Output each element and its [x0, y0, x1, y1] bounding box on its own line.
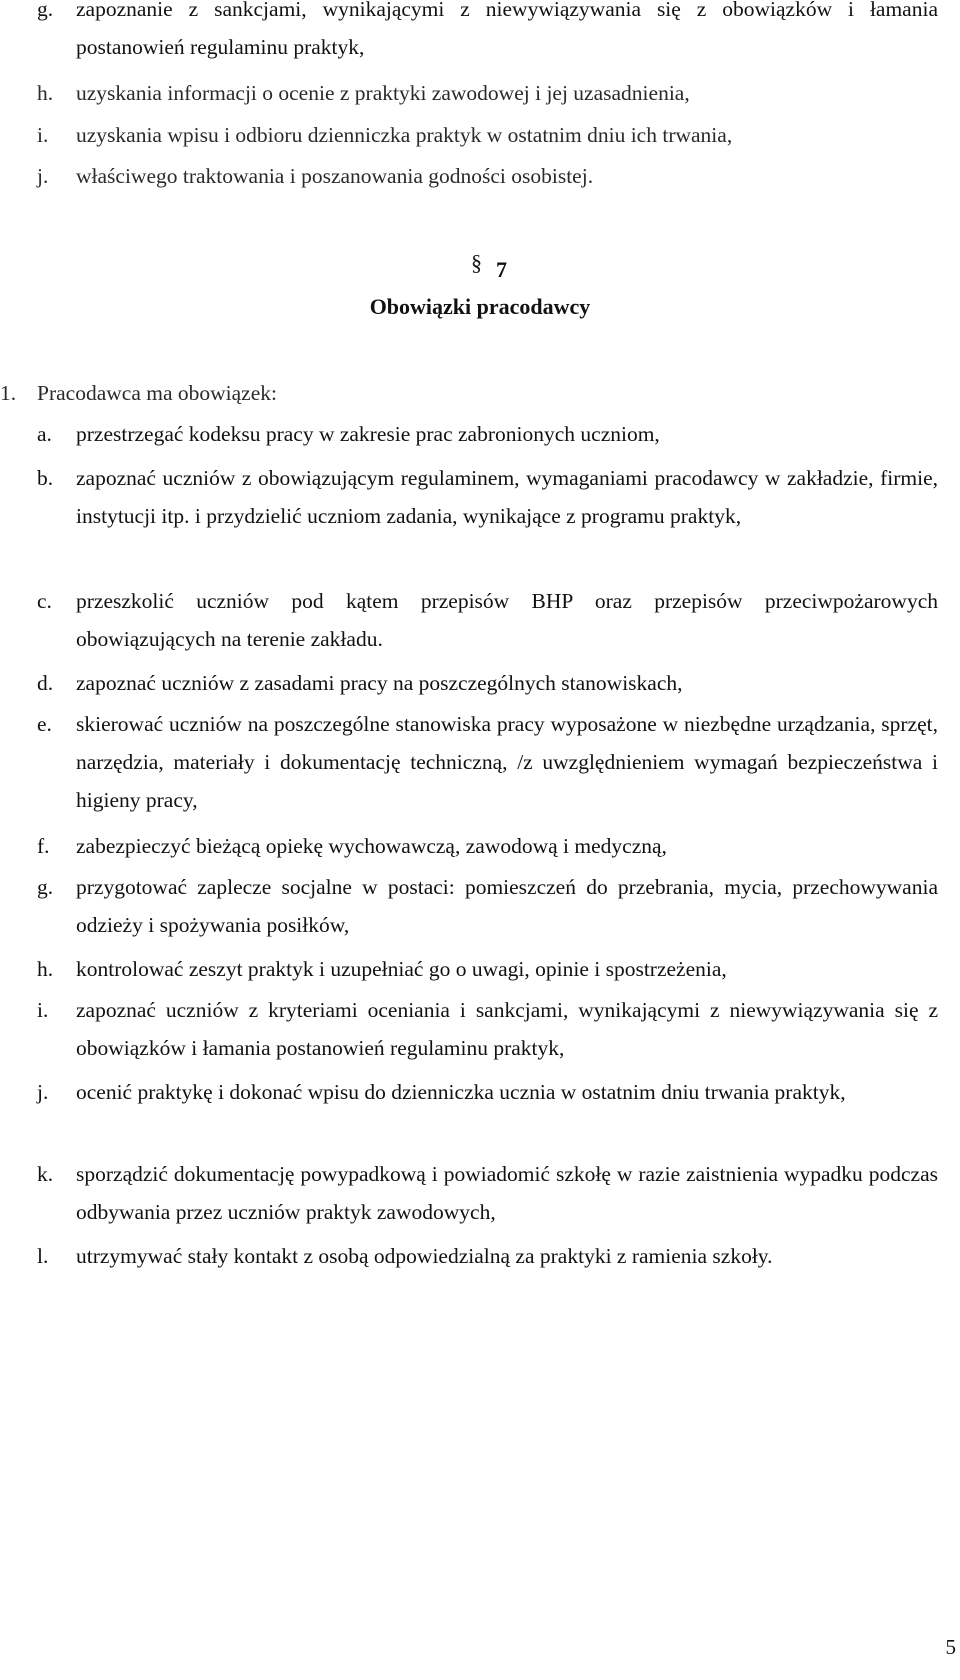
list-marker: g.	[37, 0, 54, 21]
duty-item-d	[37, 664, 938, 702]
duty-item-e	[37, 705, 938, 819]
list-item-text: właściwego traktowania i poszanowania godności osobistej.	[76, 164, 594, 188]
list-item-text: sporządzić dokumentację powypadkową i powiadomić szkołę w razie zaistnienia wypadku podczas odbywania przez uczniów praktyk zawodowych,	[76, 1162, 938, 1224]
list-marker: j.	[37, 164, 49, 188]
section-symbol: §	[471, 250, 482, 275]
intro-marker: 1.	[0, 381, 17, 405]
list-item-text: kontrolować zeszyt praktyk i uzupełniać go o uwagi, opinie i spostrzeżenia,	[76, 957, 727, 981]
duty-item-l	[37, 1237, 938, 1275]
list-marker: a.	[37, 422, 52, 446]
list-item-text: uzyskania wpisu i odbioru dzienniczka praktyk w ostatnim dniu ich trwania,	[76, 123, 733, 147]
list-marker: i.	[37, 998, 49, 1022]
list-item-text: zapoznać uczniów z kryteriami oceniania i sankcjami, wynikającymi z niewywiązywania się z obowiązków i łamania postanowień regulaminu praktyk,	[76, 998, 938, 1060]
duty-item-h	[37, 950, 938, 988]
duty-item-g	[37, 868, 938, 944]
list-item-text: uzyskania informacji o ocenie z praktyki zawodowej i jej uzasadnienia,	[76, 81, 690, 105]
duty-item-c	[37, 582, 938, 658]
list-marker: f.	[37, 834, 50, 858]
list-item-text: przestrzegać kodeksu pracy w zakresie prac zabronionych uczniom,	[76, 422, 660, 446]
duty-item-k	[37, 1155, 938, 1231]
list-item-i-top	[37, 116, 938, 154]
intro-line	[0, 374, 277, 412]
list-item-text: zapoznanie z sankcjami, wynikającymi z niewywiązywania się z obowiązków i łamania postanowień regulaminu praktyk,	[76, 0, 938, 59]
list-marker: e.	[37, 712, 52, 736]
list-item-h-top	[37, 74, 938, 112]
list-item-text: zabezpieczyć bieżącą opiekę wychowawczą, zawodową i medyczną,	[76, 834, 667, 858]
list-item-text: skierować uczniów na poszczególne stanowiska pracy wyposażone w niezbędne urządzania, sprzęt, narzędzia, materiały i dokumentację techniczną, /z uwzględnieniem wymagań bezpieczeństwa i higieny pracy,	[76, 712, 938, 812]
intro-text: Pracodawca ma obowiązek:	[37, 381, 277, 405]
duty-item-j	[37, 1073, 938, 1111]
duty-item-f	[37, 827, 938, 865]
list-marker: k.	[37, 1162, 54, 1186]
list-item-text: przeszkolić uczniów pod kątem przepisów BHP oraz przepisów przeciwpożarowych obowiązujących na terenie zakładu.	[76, 589, 938, 651]
list-marker: h.	[37, 81, 54, 105]
duty-item-b	[37, 459, 938, 535]
list-marker: i.	[37, 123, 49, 147]
list-marker: j.	[37, 1080, 49, 1104]
duty-item-i	[37, 991, 938, 1067]
list-marker: l.	[37, 1244, 49, 1268]
list-item-g-top	[37, 0, 938, 66]
list-marker: c.	[37, 589, 52, 613]
duty-item-a	[37, 415, 938, 453]
list-item-text: utrzymywać stały kontakt z osobą odpowiedzialną za praktyki z ramienia szkoły.	[76, 1244, 773, 1268]
list-item-j-top	[37, 157, 938, 195]
list-item-text: ocenić praktykę i dokonać wpisu do dzienniczka ucznia w ostatnim dniu trwania praktyk,	[76, 1080, 846, 1104]
section-number	[0, 250, 960, 285]
list-marker: h.	[37, 957, 54, 981]
list-marker: b.	[37, 466, 54, 490]
list-item-text: zapoznać uczniów z obowiązującym regulaminem, wymaganiami pracodawcy w zakładzie, firmie, instytucji itp. i przydzielić uczniom zadania, wynikające z programu praktyk,	[76, 466, 938, 528]
list-marker: d.	[37, 671, 54, 695]
list-marker: g.	[37, 875, 54, 899]
page-number: 5	[945, 1635, 956, 1659]
list-item-text: przygotować zaplecze socjalne w postaci: pomieszczeń do przebrania, mycia, przechowywania odzieży i spożywania posiłków,	[76, 875, 938, 937]
section-title: Obowiązki pracodawcy	[369, 294, 591, 319]
list-item-text: zapoznać uczniów z zasadami pracy na poszczególnych stanowiskach,	[76, 671, 683, 695]
section-number-text: 7	[496, 257, 507, 282]
